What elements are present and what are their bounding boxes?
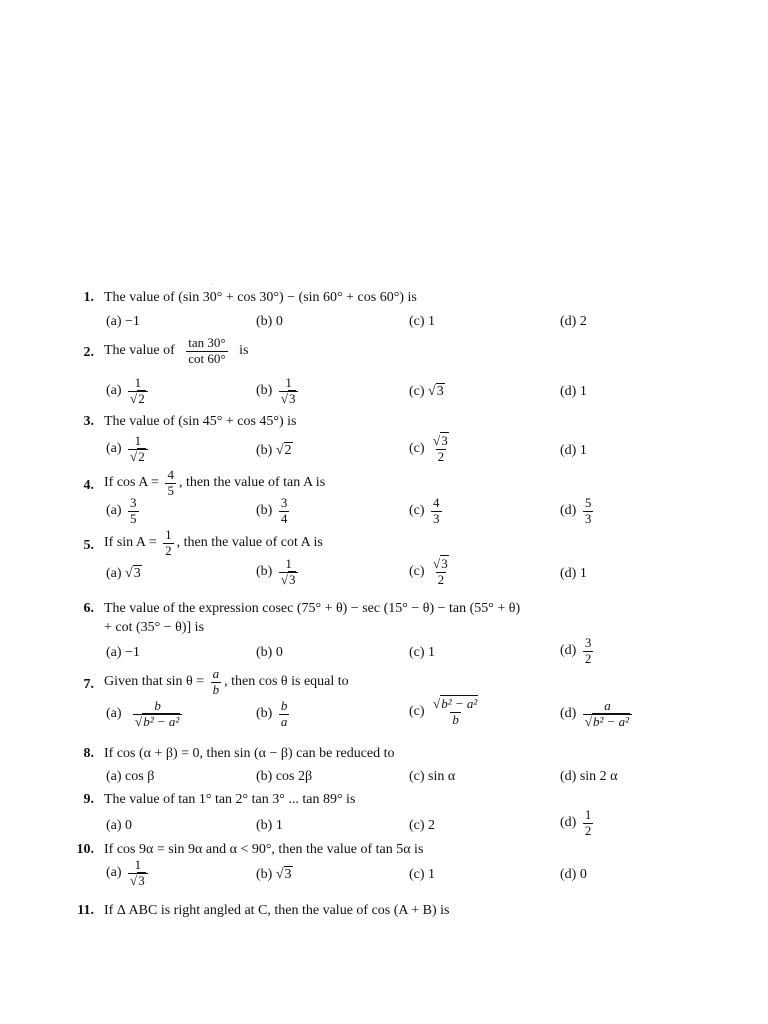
question-number: 3. <box>83 414 94 429</box>
option-d: (d) $\frac{1}{2}$ <box>560 807 592 838</box>
option-a: (a) $\frac{3}{5}$ <box>106 495 137 526</box>
option-d: (d) 1 <box>560 566 587 581</box>
question-number: 6. <box>83 601 94 616</box>
option-a: (a) $\frac{b}{\text{√b² − a²}}$ <box>106 699 185 729</box>
option-d: (d) 1 <box>560 443 587 458</box>
option-a: (a) 0 <box>106 818 133 833</box>
question-number: 5. <box>83 538 94 553</box>
option-d: (d) $\frac{5}{3}$ <box>560 495 592 526</box>
option-c: (c) sin α <box>409 769 456 784</box>
option-c: (c) $\frac{\text{√b² − a²}}{b}$ <box>409 696 478 727</box>
option-c: (c) $\frac{√3}{2}$ <box>409 433 448 464</box>
question-text: If cos 9α = sin 9α and α < 90°, then the value of tan 5α is <box>104 842 424 857</box>
option-b: (b) √2 <box>256 443 292 459</box>
option-a: (a) √3 <box>106 566 141 582</box>
option-a: (a) $\frac{1}{√3}$ <box>106 858 151 888</box>
option-d: (d) $\frac{a}{\text{√b² − a²}}$ <box>560 699 635 729</box>
question-number: 10. <box>76 842 94 857</box>
option-b: (b) $\frac{1}{√3}$ <box>256 557 301 587</box>
question-number: 11. <box>77 903 94 918</box>
option-b: (b) cos 2β <box>256 769 313 784</box>
option-a: (a) $\frac{1}{√2}$ <box>106 434 151 464</box>
option-c: (c) $\frac{√3}{2}$ <box>409 556 448 587</box>
question-text: The value of (sin 45° + cos 45°) is <box>104 414 297 429</box>
option-c: (c) √3 <box>409 384 444 400</box>
option-d: (d) 1 <box>560 384 587 399</box>
option-c: (c) 2 <box>409 818 436 833</box>
question-text: The value of the expression cosec (75° + θ) − sec (15° − θ) − tan (55° + θ) <box>104 601 521 616</box>
question-text: If cos (α + β) = 0, then sin (α − β) can be reduced to <box>104 746 395 761</box>
question-text: The value of tan 1° tan 2° tan 3° ... tan 89° is <box>104 792 356 807</box>
option-a: (a) $\frac{1}{√2}$ <box>106 376 151 406</box>
question-number: 8. <box>83 746 94 761</box>
option-d: (d) $\frac{3}{2}$ <box>560 635 592 666</box>
question-text: The value of $\frac{\tan 30^\circ}{\cot 60^\circ}$ is <box>104 335 249 366</box>
question-number: 4. <box>83 478 94 493</box>
option-b: (b) 0 <box>256 314 283 329</box>
question-number: 9. <box>83 792 94 807</box>
option-c: (c) 1 <box>409 314 436 329</box>
question-number: 1. <box>83 290 94 305</box>
question-number: 7. <box>83 677 94 692</box>
option-d: (d) 0 <box>560 867 587 882</box>
question-text: Given that sin θ = $\frac{a}{b}$ , then cos θ is equal to <box>104 666 349 697</box>
option-b: (b) $\frac{b}{a}$ <box>256 698 288 729</box>
stray-mark: , <box>211 280 213 286</box>
question-number: 2. <box>83 345 94 360</box>
question-text: If Δ ABC is right angled at C, then the value of cos (A + B) is <box>104 903 450 918</box>
option-b: (b) $\frac{1}{√3}$ <box>256 376 301 406</box>
option-c: (c) $\frac{4}{3}$ <box>409 495 440 526</box>
question-text: The value of (sin 30° + cos 30°) − (sin 60° + cos 60°) is <box>104 290 417 305</box>
option-a: (a) cos β <box>106 769 155 784</box>
question-text-continued: + cot (35° − θ)] is <box>104 620 205 635</box>
option-d: (d) sin 2 α <box>560 769 618 784</box>
option-a: (a) −1 <box>106 645 140 660</box>
option-b: (b) $\frac{3}{4}$ <box>256 495 288 526</box>
option-c: (c) 1 <box>409 645 436 660</box>
option-d: (d) 2 <box>560 314 587 329</box>
question-text: If cos A = $\frac{4}{5}$ , then the value of tan A is <box>104 467 326 498</box>
option-c: (c) 1 <box>409 867 436 882</box>
option-b: (b) 0 <box>256 645 283 660</box>
option-a: (a) −1 <box>106 314 140 329</box>
question-text: If sin A = $\frac{1}{2}$ , then the value of cot A is <box>104 527 323 558</box>
option-b: (b) 1 <box>256 818 283 833</box>
option-b: (b) √3 <box>256 867 292 883</box>
